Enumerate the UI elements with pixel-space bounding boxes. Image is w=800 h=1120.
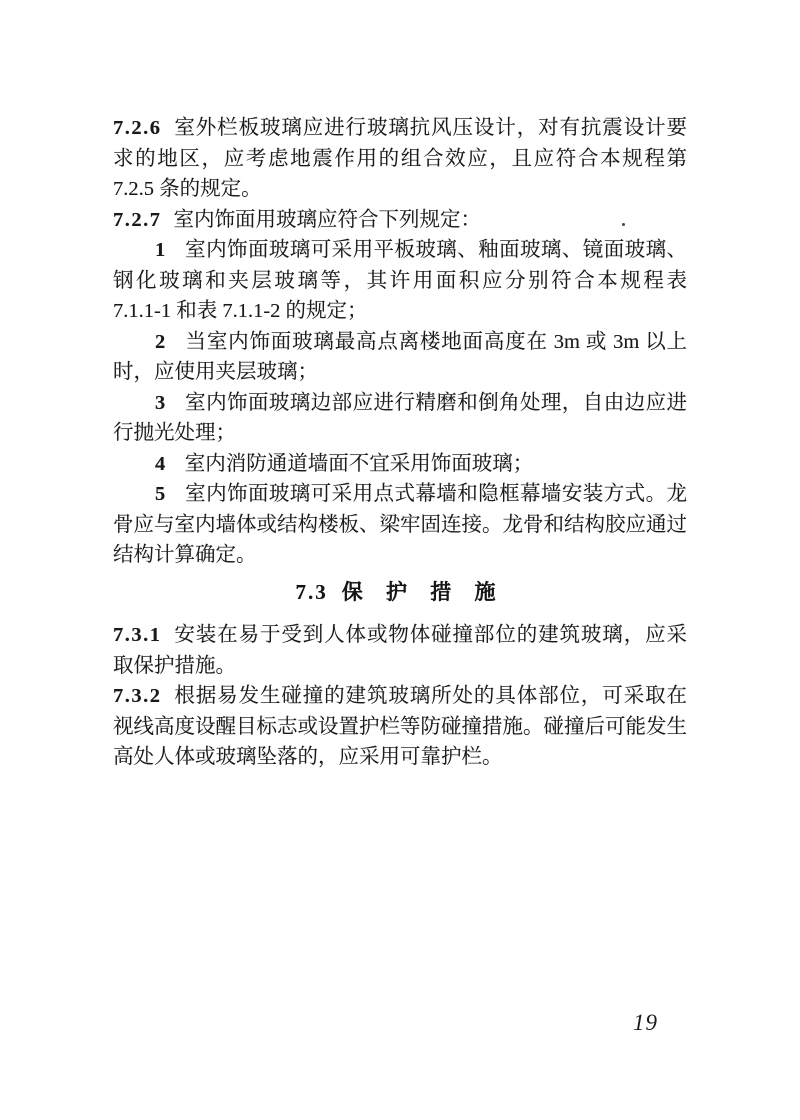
text-line xyxy=(113,327,687,358)
content-area xyxy=(113,113,687,773)
text-line xyxy=(113,205,687,236)
text-line xyxy=(113,174,687,205)
list-item-paragraph xyxy=(113,235,687,327)
line-text: 室内消防通道墙面不宜采用饰面玻璃； xyxy=(184,452,534,475)
item-number: 4 xyxy=(155,452,167,475)
text-line xyxy=(113,296,687,327)
text-line xyxy=(113,449,687,480)
text-line xyxy=(113,681,687,712)
line-text: 结构计算确定。 xyxy=(113,544,257,566)
line-text: 7.1.1-1 和表 7.1.1-2 的规定； xyxy=(113,300,368,322)
line-text: 室内饰面玻璃可采用点式幕墙和隐框幕墙安装方式。龙 xyxy=(184,483,687,505)
item-number: 1 xyxy=(155,239,167,261)
list-item-paragraph xyxy=(113,327,687,388)
line-text: 当室内饰面玻璃最高点离楼地面高度在 3m 或 3m 以上 xyxy=(184,330,687,353)
item-number: 3 xyxy=(155,391,167,414)
clause-number: 7.2.7 xyxy=(113,208,162,231)
line-text: 求的地区，应考虑地震作用的组合效应，且应符合本规程第 xyxy=(113,147,687,170)
scan-speck xyxy=(622,223,625,226)
text-line xyxy=(113,742,687,773)
clauses-bottom xyxy=(113,620,687,773)
text-line xyxy=(113,113,687,144)
line-text: 钢化玻璃和夹层玻璃等，其许用面积应分别符合本规程表 xyxy=(113,269,687,292)
line-text: 行抛光处理； xyxy=(113,422,236,444)
line-text: 安装在易于受到人体或物体碰撞部位的建筑玻璃，应采 xyxy=(173,624,687,646)
section-heading xyxy=(113,577,687,608)
line-text: 根据易发生碰撞的建筑玻璃所处的具体部位，可采取在 xyxy=(173,685,687,707)
clause-number: 7.3.1 xyxy=(113,624,162,646)
text-line xyxy=(113,144,687,175)
text-line xyxy=(113,235,687,266)
text-line xyxy=(113,388,687,419)
clauses-top xyxy=(113,113,687,571)
line-text: 取保护措施。 xyxy=(113,654,236,677)
text-line xyxy=(113,418,687,449)
page-number: 19 xyxy=(633,1010,658,1035)
text-line xyxy=(113,620,687,651)
clause-paragraph xyxy=(113,681,687,773)
line-text: 骨应与室内墙体或结构楼板、梁牢固连接。龙骨和结构胶应通过 xyxy=(113,513,687,536)
text-line xyxy=(113,479,687,510)
clause-number: 7.3.2 xyxy=(113,685,162,707)
text-line xyxy=(113,651,687,682)
list-item-paragraph xyxy=(113,388,687,449)
line-text: 室内饰面玻璃边部应进行精磨和倒角处理，自由边应进 xyxy=(184,391,687,414)
line-text: 室内饰面用玻璃应符合下列规定： xyxy=(173,208,481,231)
item-number: 2 xyxy=(155,330,167,353)
text-line xyxy=(113,712,687,743)
item-number: 5 xyxy=(155,483,167,505)
line-text: 室外栏板玻璃应进行玻璃抗风压设计，对有抗震设计要 xyxy=(173,117,687,139)
text-line xyxy=(113,266,687,297)
text-line xyxy=(113,357,687,388)
line-text: 室内饰面玻璃可采用平板玻璃、釉面玻璃、镜面玻璃、 xyxy=(184,239,687,261)
line-text: 7.2.5 条的规定。 xyxy=(113,178,262,200)
line-text: 时，应使用夹层玻璃； xyxy=(113,361,318,383)
clause-paragraph xyxy=(113,620,687,681)
section-heading-number: 7.3 xyxy=(295,579,328,604)
clause-number: 7.2.6 xyxy=(113,117,162,139)
section-heading-title: 保 护 措 施 xyxy=(341,579,505,604)
clause-paragraph xyxy=(113,113,687,205)
clause-paragraph xyxy=(113,205,687,236)
text-line xyxy=(113,510,687,541)
list-item-paragraph xyxy=(113,479,687,571)
line-text: 高处人体或玻璃坠落的，应采用可靠护栏。 xyxy=(113,746,503,768)
line-text: 视线高度设醒目标志或设置护栏等防碰撞措施。碰撞后可能发生 xyxy=(113,715,687,738)
text-line xyxy=(113,540,687,571)
list-item-paragraph xyxy=(113,449,687,480)
